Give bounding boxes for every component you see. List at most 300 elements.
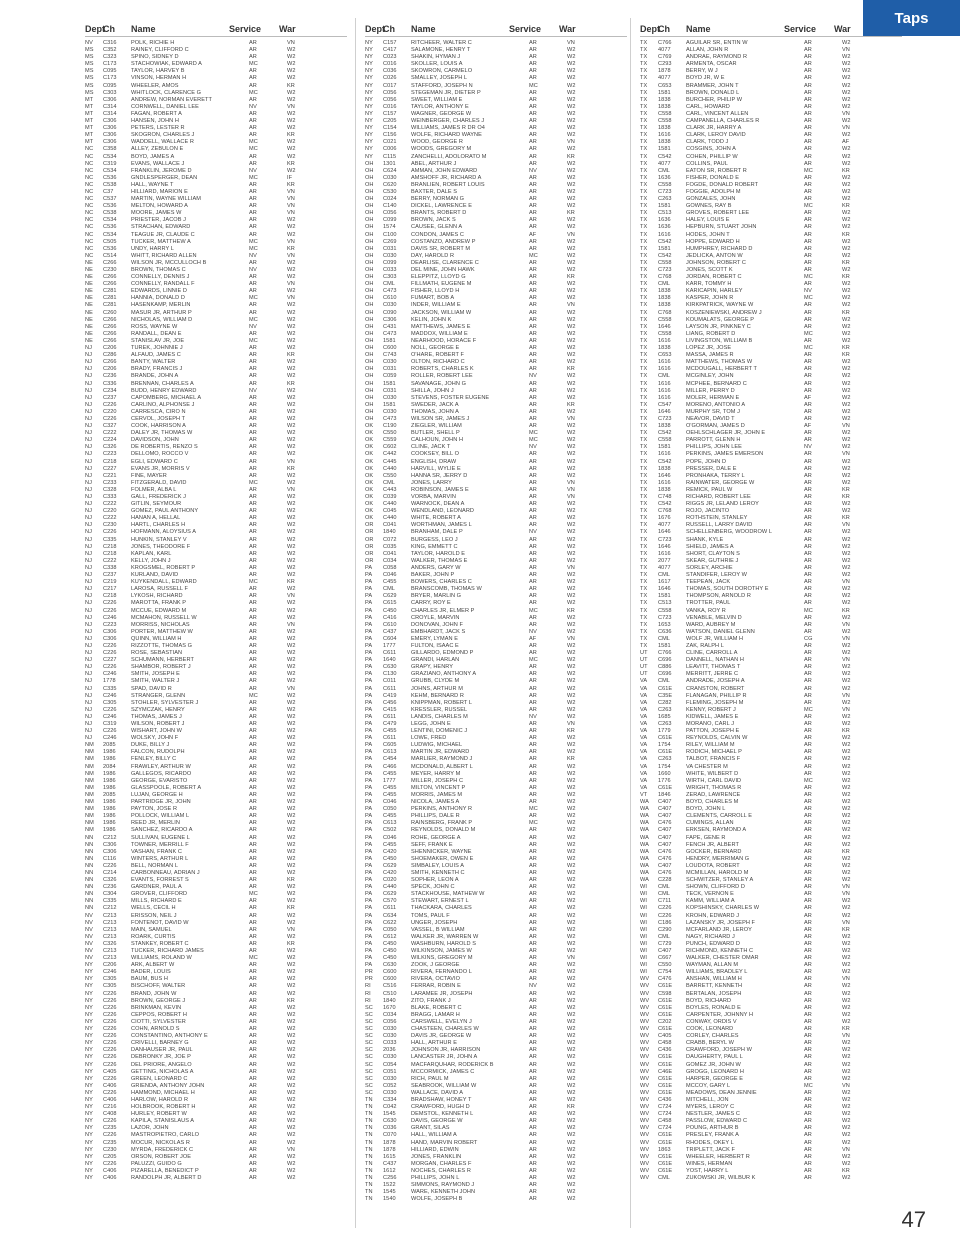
- service-cell: NV: [249, 267, 257, 273]
- ch-cell: 1581: [658, 146, 671, 153]
- name-cell: GLASSPOOLE, ROBERT A: [131, 784, 202, 791]
- service-cell: AR: [804, 933, 812, 940]
- dept-cell: WV: [640, 1054, 650, 1061]
- dept-cell: NJ: [85, 699, 92, 706]
- table-row: [85, 331, 347, 338]
- ch-cell: 1646: [658, 323, 671, 330]
- table-row: [365, 579, 627, 586]
- table-row: [640, 522, 902, 529]
- table-row: [640, 948, 902, 955]
- war-cell: KR: [567, 153, 575, 160]
- name-cell: BROWN, DONALD L: [686, 89, 740, 96]
- ch-cell: C630: [383, 962, 397, 969]
- table-row: [365, 1147, 627, 1154]
- service-cell: AR: [249, 288, 257, 295]
- name-cell: BRAMMER, JOHN T: [686, 82, 739, 89]
- name-cell: FOLMER, ALBA L: [131, 486, 177, 493]
- dept-cell: NJ: [85, 579, 92, 586]
- service-cell: AR: [529, 267, 537, 273]
- name-cell: DAVIS JR, GEORGE W: [411, 1033, 472, 1040]
- war-cell: W2: [567, 749, 576, 756]
- service-cell: AR: [249, 550, 257, 557]
- table-row: [85, 1047, 347, 1054]
- ch-cell: 1616: [658, 380, 671, 387]
- name-cell: KIDWELL, JAMES E: [686, 713, 739, 720]
- service-cell: AR: [249, 40, 257, 46]
- dept-cell: TX: [640, 40, 648, 46]
- dept-cell: PA: [365, 770, 373, 777]
- war-cell: W2: [287, 635, 296, 642]
- table-row: [365, 1104, 627, 1111]
- table-row: [365, 416, 627, 423]
- table-row: [85, 1033, 347, 1040]
- name-cell: KROHN, EDWARD J: [686, 912, 740, 919]
- name-cell: MCMAHON, RUSSELL W: [131, 614, 197, 621]
- name-cell: MCCUE, EDWARD M: [131, 607, 187, 614]
- table-row: [640, 416, 902, 423]
- table-row: [640, 1047, 902, 1054]
- dept-cell: WV: [640, 1125, 650, 1132]
- service-cell: AR: [529, 174, 537, 181]
- table-row: [85, 295, 347, 302]
- service-cell: AR: [804, 153, 812, 160]
- name-cell: FONTENOT, DAVID W: [131, 919, 189, 926]
- war-cell: W2: [287, 401, 296, 408]
- dept-cell: NY: [85, 1040, 93, 1047]
- table-row: [640, 381, 902, 388]
- table-row: [640, 161, 902, 168]
- ch-cell: C611: [383, 685, 397, 692]
- dept-cell: NV: [85, 948, 93, 954]
- dept-cell: NY: [85, 1132, 93, 1139]
- dept-cell: TX: [640, 515, 648, 522]
- ch-cell: 1878: [383, 1146, 396, 1153]
- name-cell: CHASTEEN, CHARLES W: [411, 1026, 479, 1033]
- dept-cell: PA: [365, 735, 373, 742]
- war-cell: W2: [567, 160, 576, 167]
- ch-cell: C306: [103, 139, 117, 146]
- ch-cell: C030: [383, 1026, 397, 1033]
- war-cell: W2: [842, 1068, 851, 1075]
- name-cell: GALL, FREDERICK J: [131, 494, 186, 500]
- service-cell: AR: [249, 593, 257, 600]
- service-cell: AR: [804, 1175, 812, 1181]
- table-row: [85, 643, 347, 650]
- war-cell: W2: [287, 309, 296, 316]
- dept-cell: NJ: [85, 423, 92, 430]
- dept-cell: SC: [365, 1026, 373, 1033]
- dept-cell: SC: [365, 1018, 373, 1025]
- dept-cell: NC: [85, 245, 94, 252]
- name-cell: EMBHARDT, JACK S: [411, 628, 466, 635]
- ch-cell: C516: [383, 983, 397, 990]
- war-cell: W2: [842, 543, 851, 550]
- ch-cell: C667: [658, 955, 672, 962]
- dept-cell: OH: [365, 330, 374, 337]
- name-cell: BRAND, JOHN W: [131, 990, 177, 997]
- table-row: [640, 274, 902, 281]
- war-cell: KR: [287, 579, 295, 586]
- name-cell: PAYTON, JOSE R: [131, 806, 178, 813]
- ch-cell: C222: [103, 515, 117, 522]
- table-row: [365, 657, 627, 664]
- service-cell: AR: [804, 125, 812, 132]
- ch-cell: C306: [103, 118, 117, 125]
- war-cell: W2: [287, 898, 296, 905]
- table-row: [85, 61, 347, 68]
- dept-cell: TX: [640, 586, 648, 593]
- table-row: [640, 302, 902, 309]
- service-cell: AR: [249, 841, 257, 848]
- war-cell: W2: [842, 40, 851, 46]
- dept-cell: NE: [85, 267, 93, 273]
- table-row: [365, 1161, 627, 1168]
- table-row: [365, 146, 627, 153]
- table-row: [640, 125, 902, 132]
- table-row: [365, 778, 627, 785]
- war-cell: W2: [567, 1153, 576, 1160]
- dept-cell: NJ: [85, 685, 92, 692]
- name-cell: MCCORMICK, JAMES C: [411, 1068, 475, 1075]
- service-cell: AR: [529, 217, 537, 224]
- service-cell: AR: [529, 557, 537, 564]
- table-row: [85, 756, 347, 763]
- service-cell: AR: [529, 238, 537, 245]
- war-cell: W2: [567, 373, 576, 380]
- service-cell: AR: [804, 742, 812, 749]
- dept-cell: NJ: [85, 408, 92, 415]
- service-cell: AR: [529, 564, 537, 571]
- name-cell: DAY, HAROLD R: [411, 252, 455, 259]
- name-cell: SHIELD, JAMES A: [686, 543, 734, 550]
- name-cell: CRABB, BERYL W: [686, 1040, 734, 1047]
- name-cell: SZYMCZAK, HENRY: [131, 706, 185, 713]
- service-cell: AR: [249, 976, 257, 983]
- dept-cell: MS: [85, 68, 94, 75]
- table-row: [85, 125, 347, 132]
- name-cell: PARROTT, GLENN H: [686, 437, 741, 444]
- service-cell: AR: [804, 61, 812, 68]
- service-cell: AR: [529, 323, 537, 330]
- war-cell: VN: [287, 196, 295, 203]
- name-cell: SANCHEZ, RICARDO A: [131, 827, 193, 834]
- ch-cell: 1878: [383, 1139, 396, 1146]
- table-row: [365, 54, 627, 61]
- name-cell: MATTHEWS, JAMES E: [411, 323, 471, 330]
- table-row: [85, 175, 347, 182]
- service-cell: AR: [249, 181, 257, 188]
- war-cell: W2: [567, 387, 576, 394]
- name-cell: POUNG, ARTHUR B: [686, 1125, 739, 1132]
- name-cell: MARLIER, RAYMOND J: [411, 756, 473, 763]
- war-cell: W2: [287, 1111, 296, 1118]
- ch-cell: C030: [383, 252, 397, 259]
- name-cell: FISHER, LLOYD H: [411, 288, 460, 295]
- name-cell: ANDREW, NORMAN EVERETT: [131, 96, 212, 103]
- service-cell: AR: [529, 699, 537, 706]
- war-cell: W2: [567, 926, 576, 933]
- war-cell: W2: [287, 522, 296, 529]
- service-cell: AR: [529, 1104, 537, 1111]
- ch-cell: C218: [103, 458, 117, 465]
- ch-cell: 1616: [658, 387, 671, 394]
- ch-cell: C130: [383, 671, 397, 678]
- war-cell: W2: [287, 1004, 296, 1011]
- service-cell: MC: [529, 820, 538, 827]
- table-row: [85, 196, 347, 203]
- name-cell: KING, EMMETT C: [411, 543, 458, 550]
- service-cell: AR: [249, 522, 257, 529]
- name-cell: CARPENTER, JOHNNY H: [686, 1011, 754, 1018]
- dept-cell: NJ: [85, 713, 92, 720]
- dept-cell: NV: [85, 940, 93, 947]
- name-cell: GILLARDO, EDMOND P: [411, 650, 474, 657]
- name-cell: MITCHELL, JON: [686, 1096, 729, 1103]
- service-cell: AR: [804, 217, 812, 224]
- ch-cell: 1646: [658, 408, 671, 415]
- ch-cell: C036: [383, 68, 397, 75]
- war-cell: W2: [567, 118, 576, 125]
- table-row: [85, 352, 347, 359]
- dept-cell: NY: [365, 118, 373, 125]
- table-row: [365, 1047, 627, 1054]
- table-row: [85, 934, 347, 941]
- table-row: [365, 317, 627, 324]
- header-war: War: [279, 24, 296, 34]
- service-cell: AR: [249, 735, 257, 742]
- name-cell: ZERAD, LAWRENCE: [686, 791, 741, 798]
- name-cell: MAROTTA, FRANK P: [131, 600, 187, 607]
- war-cell: W2: [287, 345, 296, 352]
- name-cell: BOYD JR, W E: [686, 75, 725, 82]
- dept-cell: TX: [640, 68, 648, 75]
- dept-cell: TX: [640, 479, 648, 486]
- ch-cell: C450: [383, 855, 397, 862]
- table-row: [365, 593, 627, 600]
- war-cell: W2: [842, 430, 851, 437]
- war-cell: W2: [287, 919, 296, 926]
- war-cell: W2: [567, 68, 576, 75]
- ch-cell: C306: [383, 316, 397, 323]
- table-row: [85, 586, 347, 593]
- war-cell: VN: [287, 685, 295, 692]
- dept-cell: TX: [640, 238, 648, 245]
- dept-cell: OR: [365, 536, 374, 543]
- service-cell: AR: [249, 1089, 257, 1096]
- ch-cell: C450: [383, 607, 397, 614]
- table-row: [640, 232, 902, 239]
- dept-cell: NJ: [85, 359, 92, 366]
- table-row: [365, 756, 627, 763]
- ch-cell: C542: [658, 153, 672, 160]
- page-number: 47: [901, 1207, 926, 1232]
- service-cell: AR: [804, 267, 812, 273]
- war-cell: W2: [567, 820, 576, 827]
- name-cell: SHAKIN, HYMAN J: [411, 54, 461, 61]
- war-cell: W2: [842, 288, 851, 295]
- service-cell: AR: [529, 593, 537, 600]
- dept-cell: TX: [640, 89, 648, 96]
- name-cell: SMITH, KENNETH C: [411, 869, 465, 876]
- war-cell: W2: [567, 110, 576, 117]
- ch-cell: C095: [103, 68, 117, 75]
- table-row: [85, 1069, 347, 1076]
- dept-cell: TX: [640, 359, 648, 366]
- dept-cell: TX: [640, 345, 648, 352]
- table-row: [85, 83, 347, 90]
- table-row: [365, 402, 627, 409]
- war-cell: W2: [287, 125, 296, 132]
- name-cell: NEAVOR, DAVID T: [686, 415, 735, 422]
- table-row: [365, 600, 627, 607]
- ch-cell: C227: [103, 465, 117, 472]
- service-cell: NV: [249, 323, 257, 330]
- war-cell: VN: [567, 139, 575, 146]
- table-row: [365, 487, 627, 494]
- dept-cell: NJ: [85, 529, 92, 536]
- name-cell: GITLIN, SEYMOUR: [131, 501, 182, 508]
- war-cell: W2: [567, 713, 576, 720]
- name-cell: SKOWRON, CARMELO: [411, 68, 473, 75]
- name-cell: TOWNER, MERRILL F: [131, 841, 189, 848]
- dept-cell: NN: [85, 898, 94, 905]
- ch-cell: C613: [383, 749, 397, 756]
- war-cell: W2: [567, 522, 576, 529]
- name-cell: WINES, HERMAN: [686, 1160, 733, 1167]
- ch-cell: C542: [658, 501, 672, 508]
- service-cell: AR: [804, 1061, 812, 1068]
- service-cell: MC: [249, 316, 258, 323]
- service-cell: MC: [249, 479, 258, 486]
- service-cell: AR: [249, 68, 257, 75]
- dept-cell: SC: [365, 1068, 373, 1075]
- name-cell: WAGNER, GEORGE W: [411, 110, 472, 117]
- war-cell: KR: [287, 877, 295, 884]
- ch-cell: C476: [658, 820, 672, 827]
- name-cell: PRONHAKA, TERRY L: [686, 472, 745, 479]
- service-cell: AR: [529, 1167, 537, 1174]
- service-cell: AR: [804, 1104, 812, 1111]
- ch-cell: 1640: [383, 657, 396, 664]
- name-cell: SMALLEY, JOSEPH L: [411, 75, 468, 82]
- dept-cell: NJ: [85, 444, 92, 451]
- dept-cell: WA: [640, 869, 649, 876]
- dept-cell: NJ: [85, 543, 92, 550]
- dept-cell: NN: [85, 869, 94, 876]
- war-cell: W2: [287, 110, 296, 117]
- name-cell: LUDWIG, MICHAEL: [411, 742, 463, 749]
- war-cell: KR: [567, 210, 575, 217]
- name-cell: STACHOWIAK, EDWARD A: [131, 61, 202, 68]
- table-row: [85, 1083, 347, 1090]
- service-cell: AR: [804, 352, 812, 359]
- war-cell: W2: [567, 543, 576, 550]
- dept-cell: NM: [85, 791, 94, 798]
- dept-cell: PA: [365, 642, 373, 649]
- service-cell: AR: [804, 948, 812, 954]
- name-cell: BRANDE, JOHN A: [131, 373, 179, 380]
- dept-cell: PA: [365, 664, 373, 671]
- war-cell: W2: [287, 770, 296, 777]
- dept-cell: NJ: [85, 394, 92, 401]
- ch-cell: C510: [383, 990, 397, 997]
- ch-cell: C266: [103, 337, 117, 344]
- service-cell: AR: [529, 494, 537, 500]
- ch-cell: C431: [383, 323, 397, 330]
- war-cell: VN: [567, 486, 575, 493]
- war-cell: W2: [842, 784, 851, 791]
- table-row: [85, 941, 347, 948]
- ch-cell: CML: [658, 167, 670, 174]
- ch-cell: C61E: [658, 1082, 673, 1089]
- table-row: [640, 1054, 902, 1061]
- name-cell: THOMAS, SOUTH DOROTHY E: [686, 586, 769, 593]
- service-cell: AR: [529, 770, 537, 777]
- service-cell: AR: [804, 536, 812, 543]
- name-cell: SIMMONS, RAYMOND J: [411, 1182, 475, 1189]
- dept-cell: TX: [640, 118, 648, 125]
- service-cell: AR: [804, 146, 812, 153]
- war-cell: W2: [567, 983, 576, 990]
- dept-cell: TX: [640, 110, 648, 117]
- service-cell: AR: [804, 1018, 812, 1025]
- service-cell: AR: [804, 380, 812, 387]
- war-cell: W2: [842, 969, 851, 976]
- dept-cell: TX: [640, 259, 648, 266]
- war-cell: W2: [567, 1047, 576, 1054]
- war-cell: W2: [567, 1033, 576, 1040]
- service-cell: AR: [529, 933, 537, 940]
- service-cell: AR: [249, 635, 257, 642]
- dept-cell: NJ: [85, 494, 92, 500]
- table-row: [640, 678, 902, 685]
- ch-cell: C405: [103, 1068, 117, 1075]
- dept-cell: NM: [85, 770, 94, 777]
- dept-cell: UT: [640, 671, 648, 678]
- name-cell: WINTERS, ARTHUR L: [131, 855, 189, 862]
- ch-cell: C766: [658, 650, 672, 657]
- war-cell: W2: [842, 295, 851, 302]
- table-row: [640, 295, 902, 302]
- service-cell: AR: [529, 465, 537, 472]
- service-cell: AR: [249, 330, 257, 337]
- table-row: [365, 480, 627, 487]
- name-cell: CLINE, CARROLL A: [686, 650, 738, 657]
- ch-cell: C219: [103, 579, 117, 586]
- dept-cell: NM: [85, 742, 94, 749]
- ch-cell: 1838: [658, 486, 671, 493]
- name-cell: FENCH JR, ALBERT: [686, 841, 739, 848]
- service-cell: AR: [249, 557, 257, 564]
- ch-cell: C256: [383, 1175, 397, 1181]
- ch-cell: 1863: [658, 1146, 671, 1153]
- war-cell: W2: [567, 891, 576, 898]
- ch-cell: C303: [103, 89, 117, 96]
- table-row: [85, 827, 347, 834]
- service-cell: AR: [804, 210, 812, 217]
- dept-cell: NY: [365, 89, 373, 96]
- table-row: [640, 317, 902, 324]
- dept-cell: NJ: [85, 515, 92, 522]
- dept-cell: WV: [640, 1075, 650, 1082]
- ch-cell: C235: [103, 1139, 117, 1146]
- ch-cell: C213: [103, 948, 117, 954]
- dept-cell: PA: [365, 671, 373, 678]
- service-cell: AR: [249, 153, 257, 160]
- name-cell: LYKOSH, RICHARD: [131, 593, 183, 600]
- table-row: [85, 324, 347, 331]
- name-cell: TALBOT, FRANCIS F: [686, 756, 741, 763]
